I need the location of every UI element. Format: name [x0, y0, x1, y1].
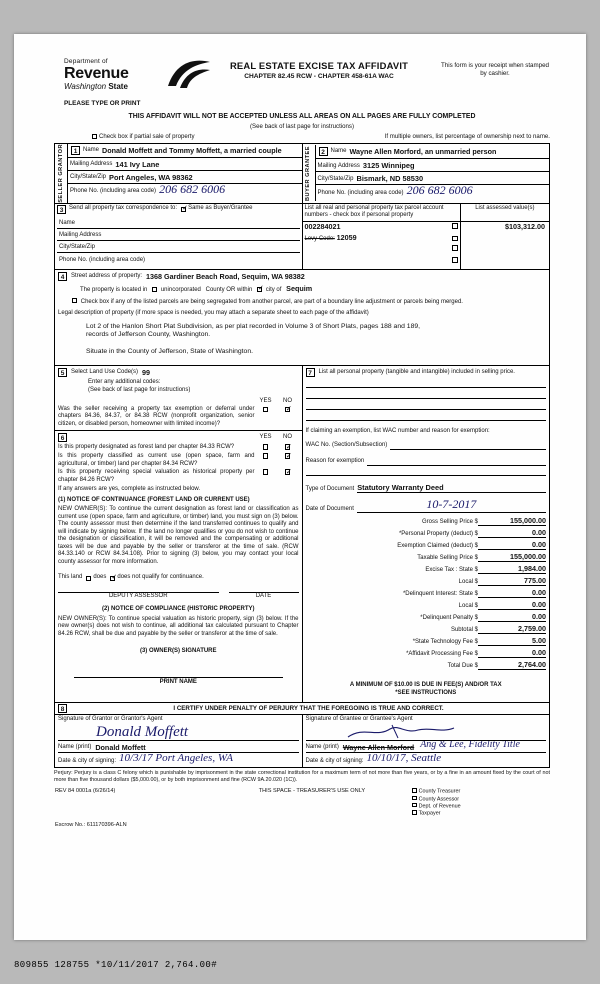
tax-line: [306, 516, 547, 526]
land-does-not-label: does not qualify for continuance.: [117, 574, 204, 581]
sections-5-6-7: [54, 366, 550, 703]
buyer-mailing-row: [316, 159, 550, 172]
buyer-name-label: Name: [330, 147, 347, 154]
doc-date-row: [306, 497, 547, 513]
partial-sale-checkbox[interactable]: [92, 134, 97, 139]
partial-sale-label: Check box if partial sale of property: [99, 133, 195, 141]
logo-revenue-text: Revenue: [64, 65, 129, 83]
seller-phone-value[interactable]: 206 682 6006: [159, 181, 226, 196]
tax-label-7: Local $: [458, 602, 478, 609]
tax-label-9: Subtotal $: [450, 626, 478, 633]
s3-mailing-row[interactable]: [57, 229, 300, 241]
parcel-assessed-3[interactable]: [460, 257, 549, 269]
section-6: [55, 431, 302, 702]
segregation-checkbox[interactable]: [72, 298, 77, 303]
s6-q1-yes-checkbox[interactable]: [263, 453, 269, 459]
see-instructions-note: *SEE INSTRUCTIONS: [395, 689, 457, 696]
parcel-number-0[interactable]: 002284021: [304, 221, 341, 231]
tax-value-5[interactable]: 775.00: [478, 576, 546, 586]
copy-label-1: County Assessor: [418, 796, 460, 803]
s3-phone-row[interactable]: [57, 253, 300, 265]
tax-value-3[interactable]: 155,000.00: [478, 552, 546, 562]
section-3: [54, 204, 550, 271]
owner-signature-line[interactable]: [74, 656, 283, 678]
legal-description-label: Legal description of property (if more space is needed, you may attach a separate sheet to each page of the affidavit): [58, 310, 369, 317]
seller-csz-label: City/State/Zip: [70, 174, 107, 181]
certify-statement: I CERTIFY UNDER PENALTY OF PERJURY THAT THE FOREGOING IS TRUE AND CORRECT.: [173, 704, 444, 712]
grantee-date-row: [306, 753, 547, 766]
legal-line-2: records of Jefferson County, Washington.: [86, 331, 211, 339]
tax-label-1: *Personal Property (deduct) $: [398, 530, 478, 537]
s3-mailing-label: Mailing Address: [59, 232, 102, 239]
tax-line: [306, 588, 547, 598]
exemption-claim-label: If claiming an exemption, list WAC number and reason for exemption:: [305, 428, 490, 435]
parcel-personal-checkbox-3[interactable]: [452, 257, 458, 263]
levy-code-label: Levy Code:: [304, 236, 335, 243]
seller-name-label: Name: [83, 146, 100, 153]
s5-yes-label: YES: [259, 398, 272, 405]
tax-label-10: *State Technology Fee $: [412, 638, 478, 645]
parcel-personal-checkbox-1[interactable]: [452, 236, 458, 242]
reason-row: [306, 458, 547, 466]
tax-value-6[interactable]: 0.00: [478, 588, 546, 598]
tax-line: [306, 540, 547, 550]
land-use-label: Select Land Use Code(s): [71, 368, 139, 375]
section-8: [54, 703, 550, 768]
continuance-qualify-row: [58, 574, 299, 582]
copy-label-0: County Treasurer: [418, 788, 461, 795]
doc-date-label: Date of Document: [305, 505, 354, 512]
additional-codes-label: Enter any additional codes:: [88, 379, 161, 386]
located-in-label: The property is located in: [80, 287, 148, 294]
reason-line-2[interactable]: [306, 466, 547, 476]
property-location-row: [58, 284, 546, 295]
section4-box-number: 4: [58, 272, 67, 281]
s6-question-row: [58, 444, 299, 452]
grantee-signature-field[interactable]: [306, 724, 547, 741]
section-7: [302, 366, 550, 703]
please-type-label: PLEASE TYPE OR PRINT: [64, 100, 141, 107]
parcel-assessed-2[interactable]: [460, 245, 549, 257]
notice-compliance-title: (2) NOTICE OF COMPLIANCE (HISTORIC PROPERTY): [101, 606, 255, 613]
section-4: [54, 270, 550, 366]
grantee-print-row: [306, 741, 547, 753]
logo-state-text: Washington State: [64, 82, 128, 92]
buyer-phone-label: Phone No. (including area code): [317, 189, 404, 196]
seller-phone-row: [68, 181, 302, 197]
s6-question-2: Is this property receiving special valuation as historical property per chapter 84.26 RCW?: [58, 469, 255, 483]
segregation-row: [58, 298, 546, 307]
seller-csz-value[interactable]: Port Angeles, WA 98362: [109, 172, 193, 182]
personal-property-line-4[interactable]: [306, 410, 547, 421]
grantee-print-handwritten[interactable]: Ang & Lee, Fidelity Title: [420, 739, 520, 751]
s3-phone-label: Phone No. (including area code): [59, 257, 146, 264]
land-does-checkbox[interactable]: [86, 576, 91, 581]
tax-calculation-block: [306, 516, 547, 670]
s6-yes-label: YES: [259, 433, 272, 440]
parcel-row: [303, 221, 550, 233]
wac-row: [306, 442, 547, 450]
grantor-signature-value: Donald Moffett: [96, 723, 189, 740]
receipt-stamp: 809855 128755 *10/11/2017 2,764.00#: [14, 960, 218, 970]
tax-label-5: Local $: [458, 578, 478, 585]
section6-box-number: 6: [58, 433, 67, 442]
form-footer: [54, 787, 550, 830]
seller-mailing-label: Mailing Address: [70, 161, 113, 168]
section-5: [55, 366, 302, 431]
tax-value-7[interactable]: 0.00: [478, 600, 546, 610]
affidavit-warning: THIS AFFIDAVIT WILL NOT BE ACCEPTED UNLESS ALL AREAS ON ALL PAGES ARE FULLY COMPLETED: [128, 113, 476, 120]
reason-input[interactable]: [367, 458, 546, 466]
copy-checkbox-2[interactable]: [412, 803, 417, 808]
copy-checkbox-0[interactable]: [412, 788, 417, 793]
wac-input[interactable]: [390, 442, 546, 450]
grantee-print-label: Name (print): [305, 744, 339, 751]
s6-q0-yes-checkbox[interactable]: [263, 444, 269, 450]
s6-if-any-label: If any answers are yes, complete as instructed below.: [58, 486, 201, 493]
unincorporated-label: unincorporated: [160, 287, 201, 294]
tax-value-10[interactable]: 5.00: [478, 636, 546, 646]
print-name-label: PRINT NAME: [159, 678, 197, 685]
s3-csz-label: City/State/Zip: [59, 244, 96, 251]
same-as-buyer-label: Same as Buyer/Grantee: [188, 205, 253, 212]
rev-number: REV 84 0001a (6/26/14): [55, 788, 116, 795]
grantee-signature-label: Signature of Grantee or Grantee's Agent: [305, 716, 413, 723]
s6-question-1: Is this property classified as current use (open space, farm and agricultural, or timber) land per chapter 84.34 RCW?: [58, 453, 255, 467]
notice-continuance-body: NEW OWNER(S): To continue the current designation as forest land or classification as current use (open space, farm and agriculture, or timber) land, you must sign on (3) below. The county assessor must then determine if the land transferred continues to qualify and will indicate by signing below. If the land no longer qualifies or you do not wish to continue the designation or classification, it will be removed and the compensating or additional taxes will be due and payable by the seller or transferor at the time of sale. (RCW 84.33.140 or RCW 84.34.108). Prior to signing (3) below, you may contact your local county assessor for more information.: [58, 506, 299, 565]
unincorporated-checkbox[interactable]: [152, 287, 157, 292]
grantor-date-label: Date & city of signing:: [58, 758, 117, 765]
seller-block: [55, 143, 303, 203]
buyer-vertical-label: BUYER GRANTEE: [303, 145, 316, 201]
minimum-fee-note: A MINIMUM OF $10.00 IS DUE IN FEE(S) AND/OR TAX: [349, 682, 502, 689]
buyer-name-value[interactable]: Wayne Allen Morford, an unmarried person: [349, 147, 497, 157]
seller-name-value[interactable]: Donald Moffett and Tommy Moffett, a married couple: [102, 145, 282, 155]
copy-distribution-list: [411, 787, 550, 818]
copy-checkbox-3[interactable]: [412, 810, 417, 815]
tax-value-4[interactable]: 1,984.00: [478, 564, 546, 574]
tax-value-1[interactable]: 0.00: [478, 528, 546, 538]
grantor-print-value[interactable]: Donald Moffett: [95, 742, 146, 752]
escrow-number[interactable]: 611170396-ALN: [86, 822, 127, 829]
seller-phone-label: Phone No. (including area code): [70, 188, 157, 195]
grantor-date-value[interactable]: 10/3/17 Port Angeles, WA: [119, 752, 233, 765]
seller-mailing-row: [68, 158, 302, 171]
parcel-personal-checkbox-2[interactable]: [452, 245, 458, 251]
grantee-signature-scribble: [346, 724, 456, 740]
multiple-owners-note: If multiple owners, list percentage of ownership next to name.: [384, 133, 550, 141]
grantee-print-struck[interactable]: Wayne Allen Morford: [342, 742, 415, 752]
tax-line: [306, 612, 547, 622]
form-chapter: CHAPTER 82.45 RCW - CHAPTER 458-61A WAC: [244, 72, 394, 80]
escrow-row: [54, 818, 213, 830]
parcel-row: [303, 233, 550, 245]
buyer-block: [302, 143, 550, 203]
s6-q2-no-checkbox[interactable]: [285, 469, 291, 475]
reason-label: Reason for exemption: [305, 458, 365, 465]
deputy-assessor-date-label: DATE: [255, 592, 272, 599]
parcel-personal-checkbox-0[interactable]: [452, 223, 458, 229]
tax-line: [306, 576, 547, 586]
seller-mailing-value[interactable]: 141 Ivy Lane: [115, 159, 160, 169]
personal-property-line-1[interactable]: [306, 377, 547, 388]
land-does-not-checkbox[interactable]: [110, 576, 115, 581]
tax-line: [306, 624, 547, 634]
tax-value-9[interactable]: 2,759.00: [478, 624, 546, 634]
tax-label-0: Gross Selling Price $: [421, 518, 478, 525]
buyer-csz-value[interactable]: Bismark, ND 58530: [356, 173, 424, 183]
doc-type-label: Type of Document: [305, 485, 355, 492]
affidavit-warning-sub: (See back of last page for instructions): [250, 122, 354, 130]
parcel-number-1[interactable]: 12059: [336, 233, 357, 243]
personal-property-line-3[interactable]: [306, 399, 547, 410]
same-as-buyer-checkbox[interactable]: [181, 207, 186, 212]
treasurer-space-label: THIS SPACE - TREASURER'S USE ONLY: [258, 788, 366, 795]
perjury-note: Perjury: Perjury is a class C felony which is punishable by imprisonment in the state correctional institution for a maximum term of not more than five years, or by a fine in an amount fixed by the court of not more than five thousand dollars ($5,000.00), or by both imprisonment and fine (RCW 9A.20.020 (1C)).: [54, 769, 550, 783]
send-tax-label: Send all property tax correspondence to:: [69, 205, 178, 212]
buyer-mailing-value[interactable]: 3125 Winnipeg: [362, 160, 415, 170]
personal-property-line-2[interactable]: [306, 388, 547, 399]
s5-no-label: NO: [283, 398, 292, 405]
page-title: REAL ESTATE EXCISE TAX AFFIDAVIT: [229, 60, 409, 71]
tax-label-6: *Delinquent Interest: State $: [402, 590, 478, 597]
land-does-label: does: [93, 574, 107, 581]
partial-sale-row: [54, 133, 550, 141]
section7-box-number: 7: [306, 368, 315, 377]
parcel-row: [303, 245, 550, 257]
copy-checkbox-1[interactable]: [412, 796, 417, 801]
buyer-phone-value[interactable]: 206 682 6006: [406, 183, 473, 198]
tax-value-2[interactable]: 0.00: [478, 540, 546, 550]
s3-csz-row[interactable]: [57, 241, 300, 253]
grantor-date-row: [58, 753, 299, 766]
personal-property-label: List all personal property (tangible and intangible) included in selling price.: [318, 368, 515, 375]
tax-label-12: Total Due $: [447, 662, 478, 669]
parcel-assessed-1[interactable]: [460, 233, 549, 245]
tax-line: [306, 660, 547, 670]
seller-vertical-label: SELLER GRANTOR: [55, 144, 68, 203]
s5-yes-checkbox[interactable]: [263, 407, 269, 413]
notice-continuance-title: (1) NOTICE OF CONTINUANCE (FOREST LAND OR CURRENT USE): [58, 496, 250, 503]
this-land-label: This land: [58, 574, 83, 581]
deputy-assessor-labels: [58, 593, 299, 601]
s6-question-row: [58, 469, 299, 484]
buyer-csz-label: City/State/Zip: [317, 175, 354, 182]
legal-line-3: Situate in the County of Jefferson, State of Washington.: [86, 347, 254, 355]
doc-date-value[interactable]: 10-7-2017: [426, 497, 477, 512]
exemption-question: Was the seller receiving a property tax exemption or deferral under chapters 84.36, 84.37, or 84.38 RCW (nonprofit organization, senior citizen, or disabled person, homeowner with limited income)?: [58, 405, 255, 427]
section3-box-number: 3: [57, 205, 66, 214]
form-body: [54, 56, 550, 830]
buyer-mailing-label: Mailing Address: [317, 162, 360, 169]
tax-value-8[interactable]: 0.00: [478, 612, 546, 622]
city-of-checkbox[interactable]: [257, 287, 262, 292]
tax-value-0[interactable]: 155,000.00: [478, 516, 546, 526]
parcel-assessed-0[interactable]: $103,312.00: [505, 221, 545, 231]
tax-label-8: *Delinquent Penalty $: [420, 614, 478, 621]
s6-no-label: NO: [283, 433, 292, 440]
tax-label-2: Exemption Claimed (deduct) $: [397, 542, 478, 549]
grantee-date-value[interactable]: 10/10/17, Seattle: [366, 752, 442, 765]
city-value[interactable]: Sequim: [286, 284, 313, 294]
s5-no-checkbox[interactable]: [285, 407, 291, 413]
parties-table: [54, 143, 550, 204]
copy-label-3: Taxpayer: [418, 810, 441, 817]
tax-line: [306, 600, 547, 610]
section5-box-number: 5: [58, 368, 67, 377]
county-or-within-label: County OR within: [205, 287, 253, 294]
tax-line: [306, 636, 547, 646]
form-header: [54, 56, 550, 112]
section8-box-number: 8: [58, 704, 67, 713]
escrow-label: Escrow No.:: [55, 822, 86, 829]
copy-label-2: Dept. of Revenue: [418, 803, 461, 810]
s6-q2-yes-checkbox[interactable]: [263, 469, 269, 475]
buyer-box-number: 2: [319, 147, 328, 156]
street-address-label: Street address of property:: [71, 272, 143, 279]
legal-line-1: Lot 2 of the Hanlon Short Plat Subdivision, as per plat recorded in Volume 3 of Short Plats, pages 188 and 189,: [86, 322, 421, 330]
tax-label-4: Excise Tax : State $: [425, 566, 478, 573]
tax-value-11[interactable]: 0.00: [478, 648, 546, 658]
tax-value-12[interactable]: 2,764.00: [478, 660, 546, 670]
s6-q0-no-checkbox[interactable]: [285, 444, 291, 450]
partial-sale-check-wrap[interactable]: [54, 133, 312, 141]
s3-name-label: Name: [59, 220, 76, 227]
doc-type-row: [306, 483, 547, 494]
tax-line: [306, 552, 547, 562]
seller-box-number: 1: [71, 146, 80, 155]
see-back-label: (See back of last page for instructions): [88, 386, 191, 393]
owner-signature-title: (3) OWNER(S) SIGNATURE: [139, 648, 217, 655]
land-use-code[interactable]: 99: [142, 368, 151, 378]
notice-compliance-body: NEW OWNER(S): To continue special valuation as historic property, sign (3) below. If the new owner(s) does not wish to continue, all additional tax calculated pursuant to Chapter 84.26 RCW, shall be due and payable by the seller or transferor at the time of sale.: [58, 615, 299, 637]
parcel-header: List all real and personal property tax parcel account numbers - check box if personal property: [303, 204, 461, 222]
assessed-header: List assessed value(s): [460, 204, 549, 222]
street-address-value[interactable]: 1368 Gardiner Beach Road, Sequim, WA 98382: [146, 272, 305, 282]
segregation-label: Check box if any of the listed parcels are being segregated from another parcel, are part of a boundary line adjustment or parcels being merged.: [80, 298, 463, 305]
city-of-label: city of: [265, 287, 282, 294]
tax-label-3: Taxable Selling Price $: [417, 554, 478, 561]
doc-type-value[interactable]: Statutory Warranty Deed: [357, 482, 444, 492]
tax-line: [306, 564, 547, 574]
tax-line: [306, 528, 547, 538]
buyer-phone-row: [316, 185, 550, 198]
grantor-signature-field[interactable]: [58, 724, 299, 741]
receipt-note: This form is your receipt when stamped by cashier.: [441, 62, 549, 78]
wac-label: WAC No. (Section/Subsection): [305, 442, 388, 449]
s3-name-row[interactable]: [57, 217, 300, 229]
tax-line: [306, 648, 547, 658]
s6-q1-no-checkbox[interactable]: [285, 453, 291, 459]
logo-department-text: Department of: [64, 58, 108, 65]
s6-question-0: Is this property designated as forest land per chapter 84.33 RCW?: [58, 444, 235, 451]
grantee-date-label: Date & city of signing:: [305, 758, 364, 765]
grantor-print-row: [58, 741, 299, 753]
document-sheet: [14, 34, 586, 940]
deputy-assessor-label: DEPUTY ASSESSOR: [108, 592, 168, 599]
grantor-signature-label: Signature of Grantor or Grantor's Agent: [58, 716, 163, 723]
s6-question-row: [58, 453, 299, 468]
grantor-print-label: Name (print): [58, 744, 92, 751]
tax-label-11: *Affidavit Processing Fee $: [406, 650, 478, 657]
form-title-block: [204, 60, 434, 81]
parcel-row: [303, 257, 550, 269]
